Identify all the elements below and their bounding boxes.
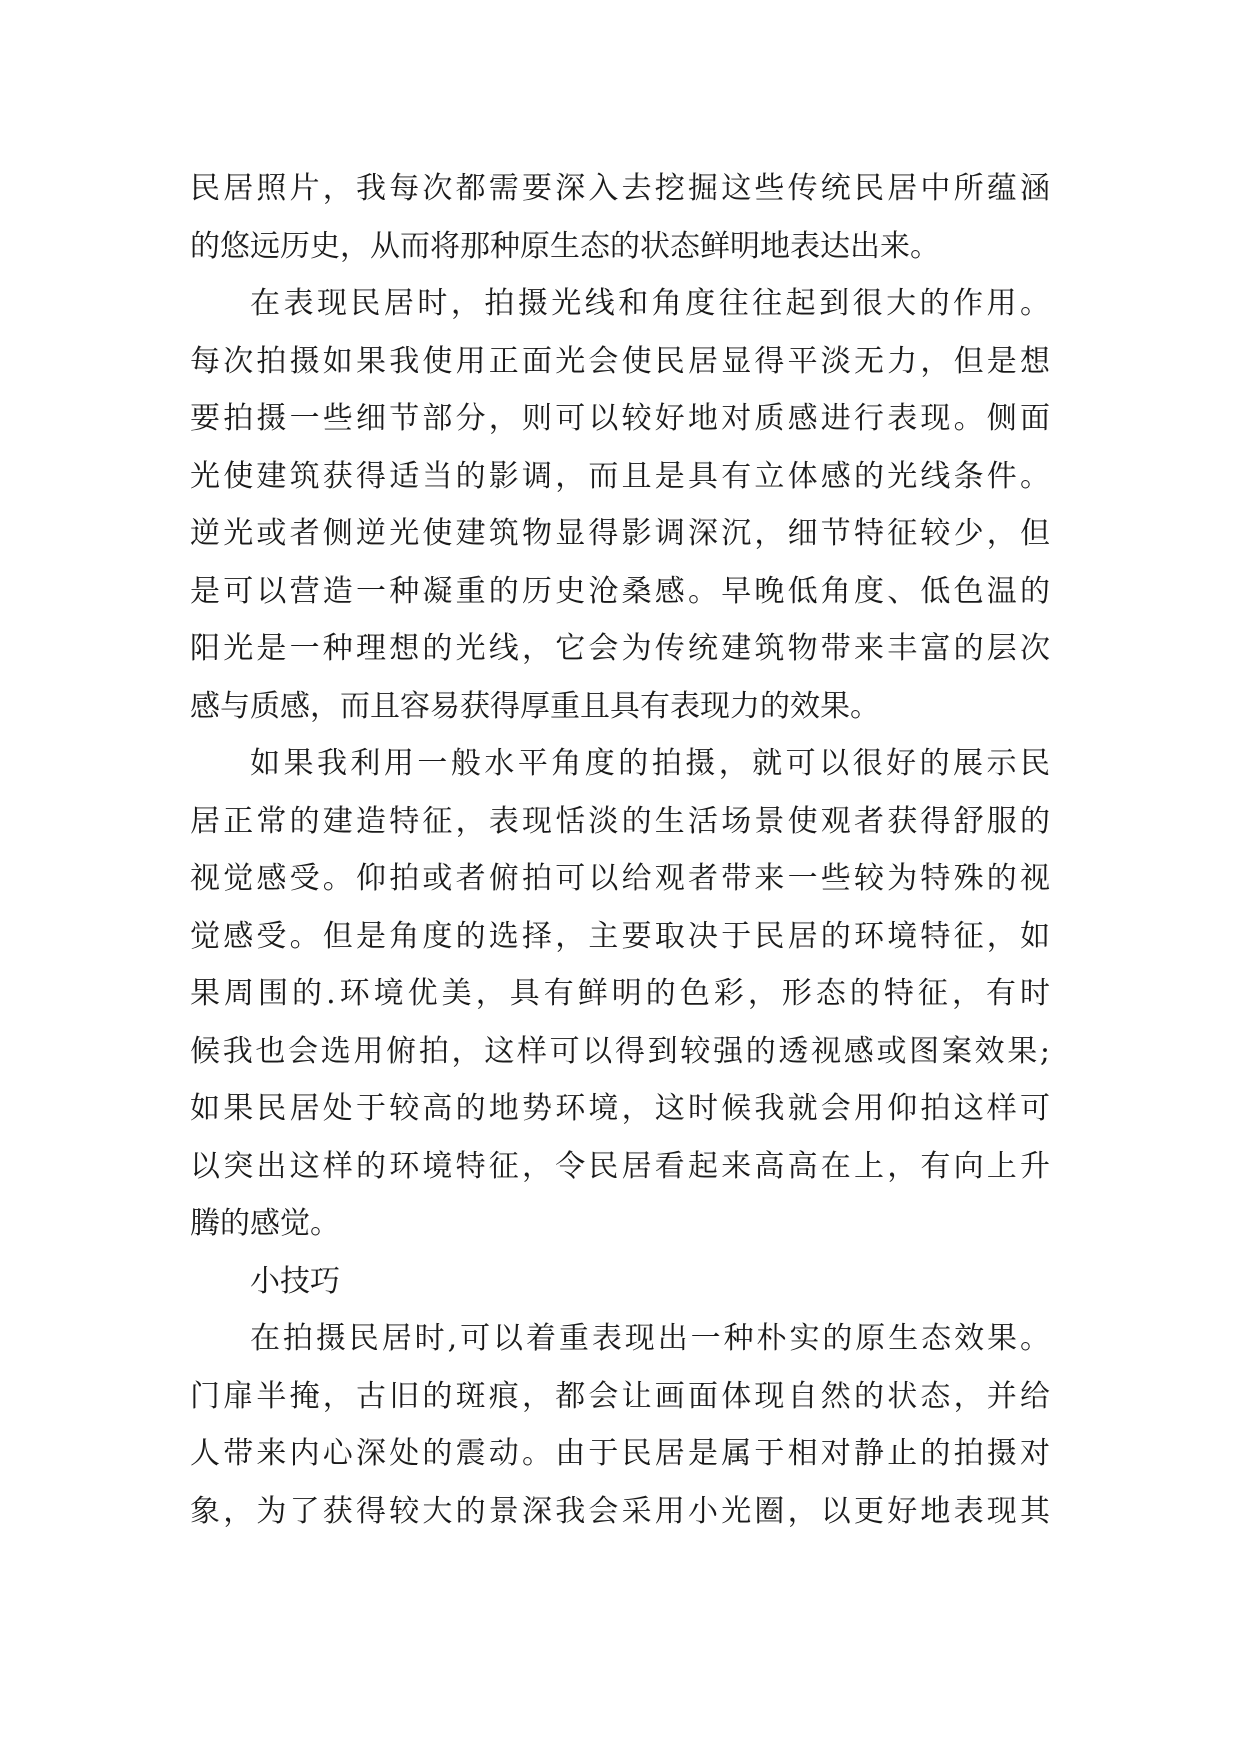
text-line: 感与质感，而且容易获得厚重且具有表现力的效果。 — [190, 688, 880, 724]
article-body — [190, 160, 1050, 1540]
text-line: 每次拍摄如果我使用正面光会使民居显得平淡无力，但是想 — [190, 343, 1050, 379]
text-line: 在表现民居时，拍摄光线和角度往往起到很大的作用。 — [250, 286, 1050, 321]
text-line: 人带来内心深处的震动。由于民居是属于相对静止的拍摄对 — [190, 1436, 1050, 1471]
text-line: 以突出这样的环境特征，令民居看起来高高在上，有向上升 — [190, 1148, 1050, 1184]
text-line: 的悠远历史，从而将那种原生态的状态鲜明地表达出来。 — [190, 228, 940, 264]
text-line: 视觉感受。仰拍或者俯拍可以给观者带来一些较为特殊的视 — [190, 861, 1050, 896]
text-line: 候我也会选用俯拍，这样可以得到较强的透视感或图案效果; — [190, 1033, 1050, 1069]
text-line: 果周围的.环境优美，具有鲜明的色彩，形态的特征，有时 — [190, 976, 1050, 1011]
text-line: 门扉半掩，古旧的斑痕，都会让画面体现自然的状态，并给 — [190, 1378, 1050, 1414]
text-line: 如果民居处于较高的地势环境，这时候我就会用仰拍这样可 — [190, 1091, 1050, 1126]
section-heading: 小技巧 — [250, 1263, 340, 1299]
text-line: 居正常的建造特征，表现恬淡的生活场景使观者获得舒服的 — [190, 803, 1050, 839]
text-line: 阳光是一种理想的光线，它会为传统建筑物带来丰富的层次 — [190, 631, 1050, 666]
text-line: 民居照片，我每次都需要深入去挖掘这些传统民居中所蕴涵 — [190, 171, 1050, 206]
text-line: 觉感受。但是角度的选择，主要取决于民居的环境特征，如 — [190, 918, 1050, 954]
text-line: 逆光或者侧逆光使建筑物显得影调深沉，细节特征较少，但 — [190, 516, 1050, 551]
text-line: 光使建筑获得适当的影调，而且是具有立体感的光线条件。 — [190, 458, 1050, 494]
text-line: 象，为了获得较大的景深我会采用小光圈，以更好地表现其 — [190, 1493, 1050, 1529]
text-line: 在拍摄民居时,可以着重表现出一种朴实的原生态效果。 — [250, 1321, 1050, 1356]
text-line: 要拍摄一些细节部分，则可以较好地对质感进行表现。侧面 — [190, 401, 1050, 436]
text-line: 是可以营造一种凝重的历史沧桑感。早晚低角度、低色温的 — [190, 573, 1050, 609]
text-line: 如果我利用一般水平角度的拍摄，就可以很好的展示民 — [250, 746, 1050, 781]
text-line: 腾的感觉。 — [190, 1206, 340, 1241]
